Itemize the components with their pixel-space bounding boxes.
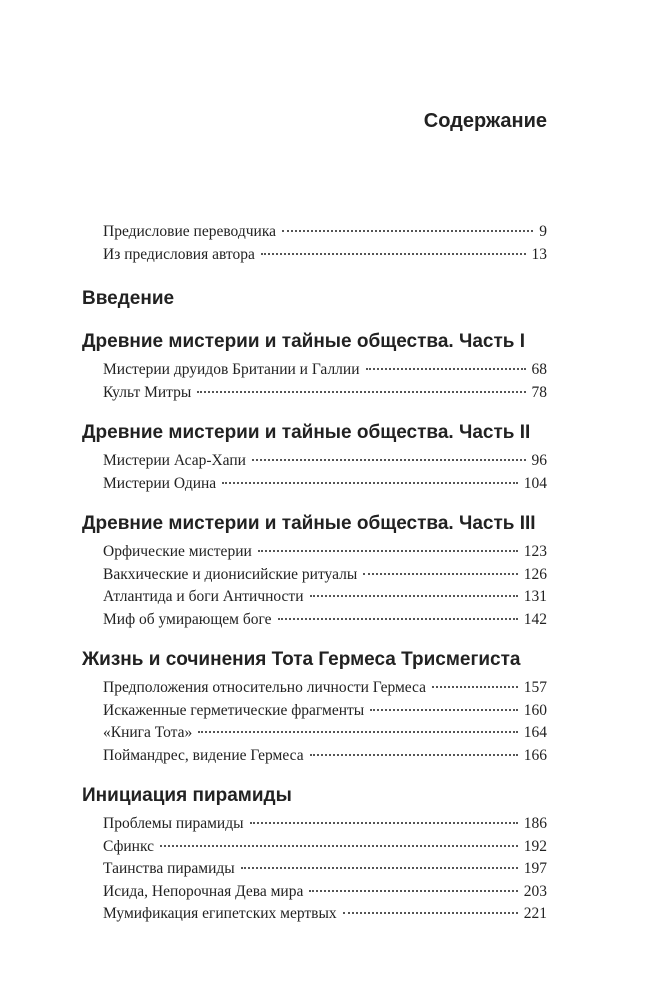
toc-entry-label: Мистерии Асар-Хапи bbox=[103, 452, 246, 469]
toc-entry-label: Мумификация египетских мертвых bbox=[103, 905, 337, 922]
toc-entry-label: Предисловие переводчика bbox=[103, 223, 277, 240]
toc-entry-page: 142 bbox=[523, 610, 547, 628]
toc-entry-page: 192 bbox=[523, 837, 547, 855]
toc-entry-label: «Книга Тота» bbox=[103, 724, 193, 741]
toc-entry-page: 131 bbox=[523, 588, 547, 605]
dot-leader bbox=[282, 230, 533, 232]
toc-entry[interactable] bbox=[82, 813, 547, 836]
toc-entry[interactable] bbox=[82, 541, 547, 564]
toc-entry-label: Исида, Непорочная Дева мира bbox=[103, 882, 304, 900]
toc-entry[interactable] bbox=[82, 609, 547, 632]
toc-entry-label: Миф об умирающем боге bbox=[103, 610, 272, 628]
dot-leader bbox=[370, 709, 518, 711]
toc-entry-page: 164 bbox=[523, 724, 547, 741]
dot-leader bbox=[366, 368, 526, 370]
toc-entry[interactable] bbox=[82, 836, 547, 859]
toc-entry[interactable] bbox=[82, 450, 547, 473]
toc-entry[interactable] bbox=[82, 244, 547, 267]
toc-entry[interactable] bbox=[82, 858, 547, 881]
toc-entry-page: 123 bbox=[523, 543, 547, 560]
toc-entry-label: Проблемы пирамиды bbox=[103, 815, 244, 832]
dot-leader bbox=[363, 573, 517, 575]
toc-entry[interactable] bbox=[82, 586, 547, 609]
toc-entry-label: Культ Митры bbox=[103, 383, 192, 401]
section-title[interactable]: Древние мистерии и тайные общества. Часть II bbox=[82, 422, 531, 443]
dot-leader bbox=[252, 459, 526, 461]
toc-entry-label: Искаженные герметические фрагменты bbox=[103, 701, 365, 719]
toc-entry-label: Орфические мистерии bbox=[103, 543, 252, 560]
toc-entry-page: 104 bbox=[523, 474, 547, 492]
toc-entry-page: 96 bbox=[531, 452, 547, 469]
toc-entry-page: 157 bbox=[523, 679, 547, 696]
toc-entry-label: Мистерии друидов Британии и Галлии bbox=[103, 361, 360, 378]
toc-entry-page: 203 bbox=[523, 882, 547, 900]
dot-leader bbox=[278, 618, 518, 620]
toc-entry-page: 78 bbox=[531, 383, 547, 401]
section-title[interactable]: Жизнь и сочинения Тота Гермеса Трисмегиста bbox=[82, 649, 521, 670]
page-title: Содержание bbox=[423, 110, 547, 132]
section-title[interactable]: Древние мистерии и тайные общества. Часть I bbox=[82, 331, 526, 352]
toc-entry-label: Вакхические и дионисийские ритуалы bbox=[103, 565, 358, 583]
table-of-contents bbox=[82, 221, 547, 926]
dot-leader bbox=[197, 391, 525, 393]
section-title[interactable]: Инициация пирамиды bbox=[82, 785, 292, 806]
dot-leader bbox=[241, 867, 518, 869]
toc-entry-page: 13 bbox=[531, 245, 547, 263]
toc-entry[interactable] bbox=[82, 382, 547, 405]
toc-entry-label: Мистерии Одина bbox=[103, 474, 217, 492]
dot-leader bbox=[261, 253, 526, 255]
dot-leader bbox=[160, 845, 518, 847]
section-title[interactable]: Введение bbox=[82, 288, 175, 309]
toc-entry[interactable] bbox=[82, 700, 547, 723]
toc-entry[interactable] bbox=[82, 221, 547, 244]
toc-entry[interactable] bbox=[82, 359, 547, 382]
toc-entry[interactable] bbox=[82, 473, 547, 496]
toc-entry[interactable] bbox=[82, 722, 547, 745]
dot-leader bbox=[310, 595, 518, 597]
dot-leader bbox=[309, 890, 517, 892]
section-title[interactable]: Древние мистерии и тайные общества. Часть III bbox=[82, 513, 536, 534]
toc-entry-label: Из предисловия автора bbox=[103, 245, 255, 263]
dot-leader bbox=[258, 550, 518, 552]
toc-entry-label: Предположения относительно личности Гермеса bbox=[103, 679, 427, 696]
toc-entry-label: Таинства пирамиды bbox=[103, 860, 235, 877]
toc-entry-page: 9 bbox=[539, 223, 547, 240]
dot-leader bbox=[198, 731, 518, 733]
toc-entry[interactable] bbox=[82, 564, 547, 587]
toc-entry-page: 126 bbox=[523, 565, 547, 583]
dot-leader bbox=[310, 754, 518, 756]
toc-entry[interactable] bbox=[82, 677, 547, 700]
toc-entry-page: 221 bbox=[523, 905, 547, 922]
dot-leader bbox=[250, 822, 518, 824]
dot-leader bbox=[343, 912, 518, 914]
toc-entry-page: 186 bbox=[523, 815, 547, 832]
toc-entry[interactable] bbox=[82, 881, 547, 904]
toc-entry-page: 166 bbox=[523, 746, 547, 764]
toc-entry[interactable] bbox=[82, 903, 547, 926]
toc-entry-page: 160 bbox=[523, 701, 547, 719]
dot-leader bbox=[432, 686, 518, 688]
toc-entry-label: Атлантида и боги Античности bbox=[103, 588, 304, 605]
toc-entry-label: Поймандрес, видение Гермеса bbox=[103, 746, 304, 764]
toc-entry-page: 197 bbox=[523, 860, 547, 877]
toc-entry[interactable] bbox=[82, 745, 547, 768]
toc-entry-page: 68 bbox=[531, 361, 547, 378]
dot-leader bbox=[222, 482, 518, 484]
toc-entry-label: Сфинкс bbox=[103, 837, 154, 855]
